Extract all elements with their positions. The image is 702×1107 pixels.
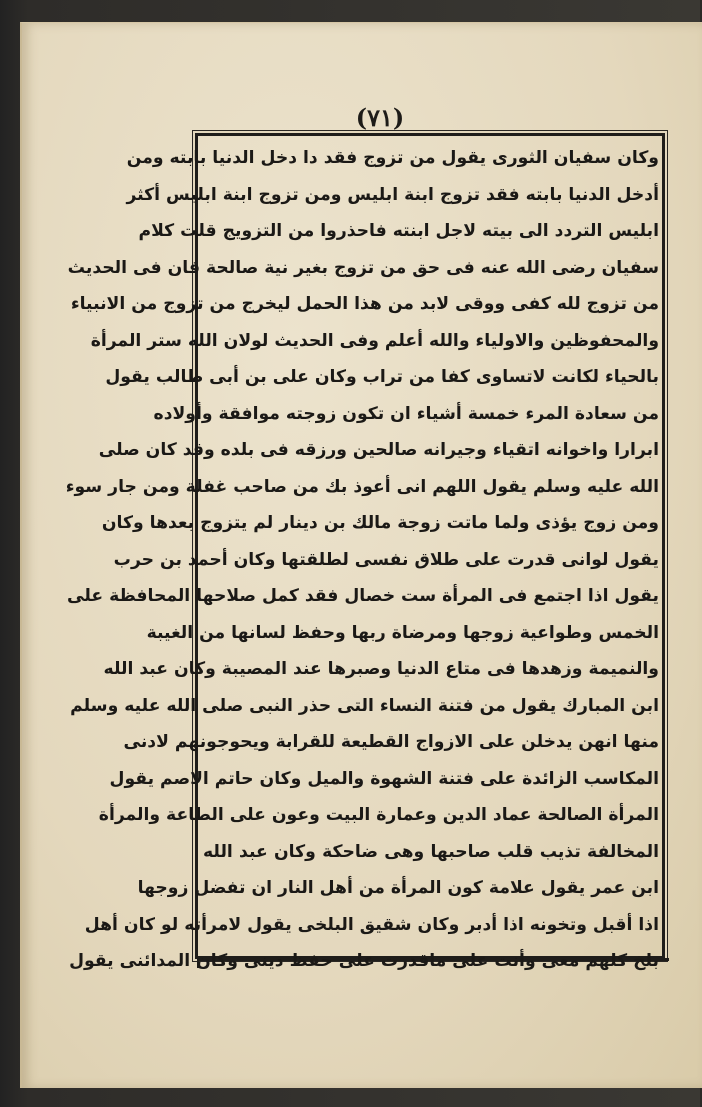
text-line: اذا أقبل وتخونه اذا أدبر وكان شقيق البلخى يقول لامرأته لو كان أهل — [84, 914, 659, 935]
text-line: أدخل الدنيا بابته فقد تزوج ابنة ابليس ومن تزوج ابنة ابليس أكثر — [126, 184, 659, 205]
text-line: ابن المبارك يقول من فتنة النساء التى حذر النبى صلى الله عليه وسلم — [70, 695, 659, 716]
page-number: (٧١) — [355, 103, 405, 132]
text-line: سفيان رضى الله عنه فى حق من تزوج بغير نية صالحة فان فى الحديث — [67, 257, 659, 278]
text-line: والنميمة وزهدها فى متاع الدنيا وصبرها عند المصيبة وكان عبد الله — [103, 659, 659, 679]
text-line: المرأة الصالحة عماد الدين وعمارة البيت وعون على الطاعة والمرأة — [98, 805, 659, 825]
text-line: والمحفوظين والاولياء والله أعلم وفى الحديث لولان الله ستر المرأة — [90, 330, 659, 351]
text-line: يقول لوانى قدرت على طلاق نفسى لطلقتها وكان أحمد بن حرب — [113, 549, 659, 570]
text-line: ابرارا واخوانه اتقياء وجيرانه صالحين ورزقه فى بلده وقد كان صلى — [98, 440, 659, 460]
text-line: منها انهن يدخلن على الازواج القطيعة للقرابة ويحوجونهم لادنى — [123, 732, 659, 752]
text-line: المكاسب الزائدة على فتنة الشهوة والميل وكان حاتم الاصم يقول — [109, 768, 659, 789]
text-line: ابن عمر يقول علامة كون المرأة من أهل النار ان تفضل زوجها — [137, 878, 659, 898]
text-line: وكان سفيان الثورى يقول من تزوج فقد دا دخل الدنيا بابته ومن — [126, 148, 659, 168]
text-line: بلخ كلهم معى وأنت على ماقدرت على حفظ دينى وكان المدائنى يقول — [69, 951, 659, 971]
text-line: ابليس التردد الى بيته لاجل ابنته فاحذروا من التزويج قلت كلام — [138, 221, 659, 241]
text-line: يقول اذا اجتمع فى المرأة ست خصال فقد كمل صلاحها المحافظة على — [66, 586, 659, 606]
body-text — [65, 140, 659, 971]
text-line: الله عليه وسلم يقول اللهم انى أعوذ بك من صاحب غفلة ومن جار سوء — [65, 476, 659, 497]
text-line: الخمس وطواعية زوجها ومرضاة ربها وحفظ لسانها من الغيبة — [146, 622, 659, 643]
text-line: ومن زوج يؤذى ولما ماتت زوجة مالك بن دينار لم يتزوج بعدها وكان — [101, 513, 659, 533]
text-line: بالحياء لكانت لاتساوى كفا من تراب وكان على بن أبى طالب يقول — [105, 367, 659, 387]
text-line: من تزوج لله كفى ووقى لابد من هذا الحمل ليخرج من تزوج من الانبياء — [70, 294, 659, 314]
text-line: من سعادة المرء خمسة أشياء ان تكون زوجته موافقة وأولاده — [153, 403, 659, 424]
text-line: المخالفة تذيب قلب صاحبها وهى ضاحكة وكان عبد الله — [203, 841, 659, 862]
